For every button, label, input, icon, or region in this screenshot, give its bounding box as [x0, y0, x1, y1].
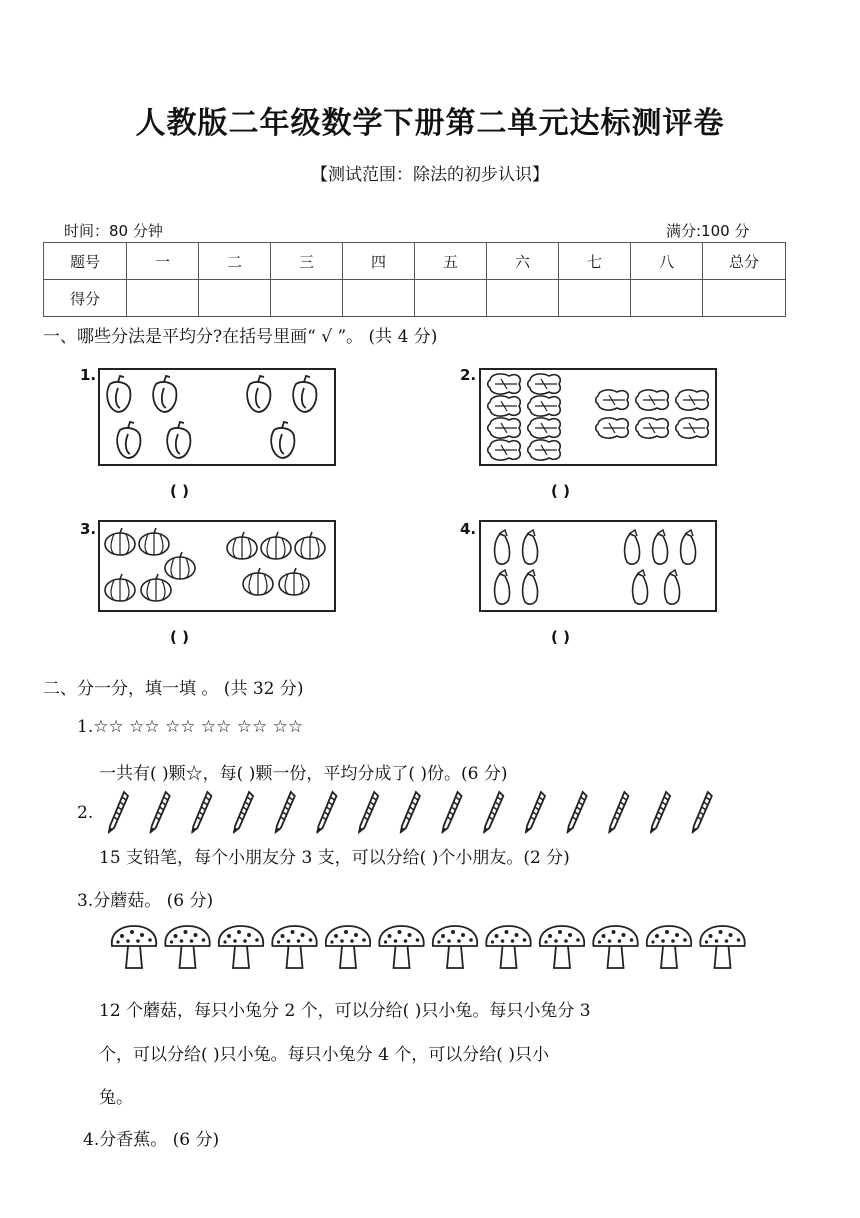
page-title: 人教版二年级数学下册第二单元达标测评卷: [135, 106, 725, 141]
mushroom-icon: [110, 926, 760, 976]
table-cell: 三: [271, 243, 343, 280]
score-input-cell[interactable]: [271, 280, 343, 317]
picture-number: 1.: [80, 366, 97, 384]
score-input-cell[interactable]: [631, 280, 703, 317]
table-cell: 得分: [44, 280, 127, 317]
section-2-heading: 二、分一分，填一填 。 (共 32 分): [43, 679, 304, 699]
score-input-cell[interactable]: [703, 280, 786, 317]
answer-parentheses[interactable]: ( ): [170, 628, 189, 646]
picture-number: 2.: [460, 366, 477, 384]
table-cell: 题号: [44, 243, 127, 280]
q4-label: 4.分香蕉。 (6 分): [83, 1130, 220, 1150]
answer-parentheses[interactable]: ( ): [170, 482, 189, 500]
score-input-cell[interactable]: [415, 280, 487, 317]
answer-parentheses[interactable]: ( ): [551, 482, 570, 500]
table-cell: 七: [559, 243, 631, 280]
picture-box-4: [479, 520, 717, 612]
pumpkin-icon: [100, 522, 338, 614]
score-table-header-row: [44, 243, 786, 280]
picture-box-2: [479, 368, 717, 466]
cabbage-icon: [481, 370, 719, 468]
page-subtitle: 【测试范围：除法的初步认识】: [311, 165, 549, 185]
pencil-icon: [108, 790, 728, 834]
q3-label: 3.分蘑菇。 (6 分): [77, 891, 214, 911]
pepper-icon: [100, 370, 338, 468]
table-cell: 总分: [703, 243, 786, 280]
q2-text: 15 支铅笔，每个小朋友分 3 支，可以分给( )个小朋友。(2 分): [99, 848, 570, 868]
q2-label: 2.: [77, 803, 94, 823]
q3-line-3: 兔。: [99, 1088, 133, 1108]
q1-text: 一共有( )颗☆，每( )颗一份，平均分成了( )份。(6 分): [99, 764, 508, 784]
q3-line-2: 个，可以分给( )只小兔。每只小兔分 4 个，可以分给( )只小: [99, 1045, 549, 1065]
score-input-cell[interactable]: [559, 280, 631, 317]
q1-stars: 1.☆☆ ☆☆ ☆☆ ☆☆ ☆☆ ☆☆: [77, 717, 304, 737]
score-table-score-row: [44, 280, 786, 317]
score-input-cell[interactable]: [199, 280, 271, 317]
section-1-heading: 一、哪些分法是平均分?在括号里画“ √ ”。 (共 4 分): [43, 327, 438, 347]
time-limit: 时间：80 分钟: [64, 222, 163, 240]
table-cell: 八: [631, 243, 703, 280]
picture-box-3: [98, 520, 336, 612]
table-cell: 四: [343, 243, 415, 280]
picture-box-1: [98, 368, 336, 466]
eggplant-icon: [481, 522, 719, 614]
picture-number: 4.: [460, 520, 477, 538]
table-cell: 一: [127, 243, 199, 280]
q3-line-1: 12 个蘑菇，每只小兔分 2 个，可以分给( )只小兔。每只小兔分 3: [99, 1001, 591, 1021]
score-input-cell[interactable]: [487, 280, 559, 317]
table-cell: 二: [199, 243, 271, 280]
picture-number: 3.: [80, 520, 97, 538]
table-cell: 六: [487, 243, 559, 280]
full-score: 满分:100 分: [666, 222, 750, 240]
score-table: [43, 242, 786, 317]
score-input-cell[interactable]: [127, 280, 199, 317]
score-input-cell[interactable]: [343, 280, 415, 317]
table-cell: 五: [415, 243, 487, 280]
answer-parentheses[interactable]: ( ): [551, 628, 570, 646]
